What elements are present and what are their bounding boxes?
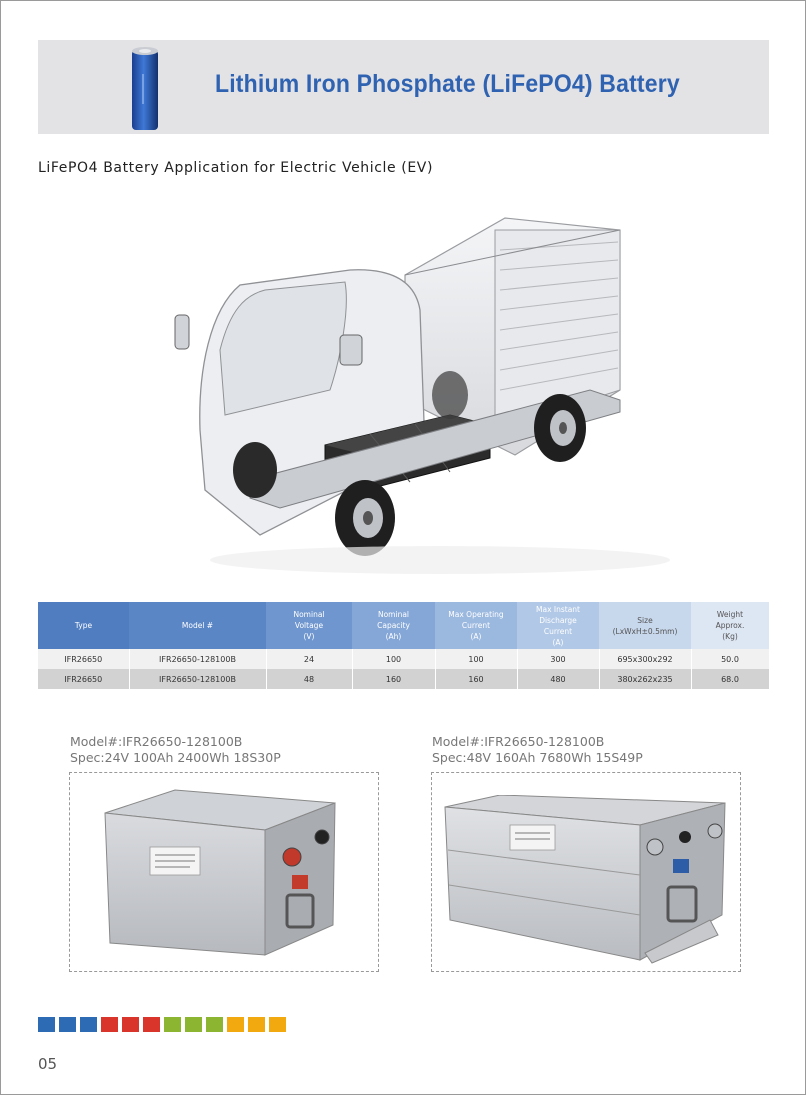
table-row	[38, 649, 769, 669]
color-square	[80, 1017, 97, 1032]
color-square	[101, 1017, 118, 1032]
color-square	[206, 1017, 223, 1032]
cell-voltage: 48	[266, 669, 352, 689]
header-max-operating-current: Max Operating Current (A)	[435, 602, 517, 649]
header-weight: Weight Approx. (Kg)	[691, 602, 769, 649]
cell-weight: 68.0	[691, 669, 769, 689]
color-square	[248, 1017, 265, 1032]
product-1-caption	[70, 734, 281, 766]
cell-operating-current: 160	[435, 669, 517, 689]
color-square	[164, 1017, 181, 1032]
color-square	[59, 1017, 76, 1032]
table-row	[38, 669, 769, 689]
battery-pack-48v-image	[440, 795, 730, 965]
banner-title: Lithium Iron Phosphate (LiFePO4) Battery	[215, 70, 680, 98]
header-nominal-capacity: Nominal Capacity (Ah)	[352, 602, 435, 649]
page-number: 05	[38, 1055, 58, 1073]
section-subtitle: LiFePO4 Battery Application for Electric Vehicle (EV)	[38, 160, 434, 176]
cell-weight: 50.0	[691, 649, 769, 669]
cell-size: 380x262x235	[599, 669, 691, 689]
cell-voltage: 24	[266, 649, 352, 669]
cell-type: IFR26650	[38, 649, 129, 669]
header-type: Type	[38, 602, 129, 649]
product-2-caption	[432, 734, 643, 766]
cell-operating-current: 100	[435, 649, 517, 669]
cell-capacity: 100	[352, 649, 435, 669]
battery-cell-image	[130, 44, 160, 132]
ev-truck-image	[150, 190, 670, 590]
cell-discharge-current: 480	[517, 669, 599, 689]
table-header-row	[38, 602, 769, 649]
spec-table	[38, 602, 770, 689]
color-square	[269, 1017, 286, 1032]
color-square	[227, 1017, 244, 1032]
cell-size: 695x300x292	[599, 649, 691, 669]
product-2-spec: Spec:48V 160Ah 7680Wh 15S49P	[432, 750, 643, 765]
cell-model: IFR26650-128100B	[129, 649, 266, 669]
color-square	[185, 1017, 202, 1032]
product-1-spec: Spec:24V 100Ah 2400Wh 18S30P	[70, 750, 281, 765]
cell-discharge-current: 300	[517, 649, 599, 669]
color-square	[122, 1017, 139, 1032]
color-squares	[38, 1017, 286, 1032]
cell-type: IFR26650	[38, 669, 129, 689]
product-2-model: Model#:IFR26650-128100B	[432, 734, 605, 749]
header-nominal-voltage: Nominal Voltage (V)	[266, 602, 352, 649]
header-size: Size (LxWxH±0.5mm)	[599, 602, 691, 649]
cell-model: IFR26650-128100B	[129, 669, 266, 689]
battery-pack-24v-image	[95, 785, 345, 960]
color-square	[143, 1017, 160, 1032]
header-model: Model #	[129, 602, 266, 649]
wheel-front	[335, 480, 395, 556]
cell-capacity: 160	[352, 669, 435, 689]
header-max-instant-discharge: Max Instant Discharge Current (A)	[517, 602, 599, 649]
product-1-model: Model#:IFR26650-128100B	[70, 734, 243, 749]
color-square	[38, 1017, 55, 1032]
